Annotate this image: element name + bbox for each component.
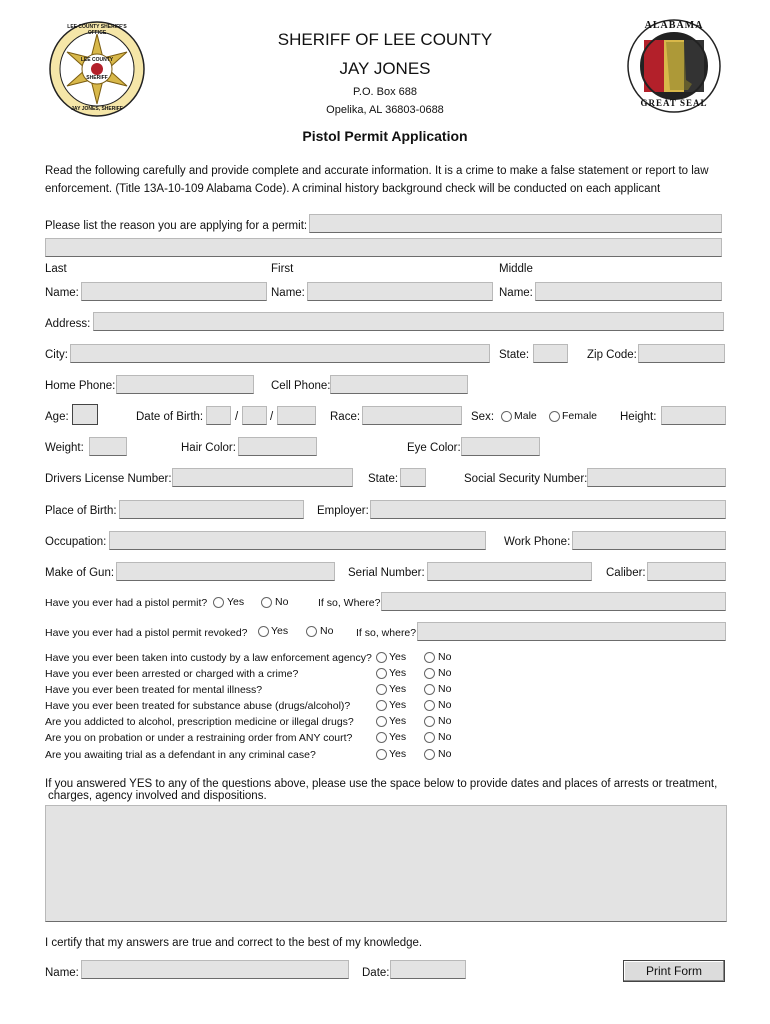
sex-label: Sex: [471,411,495,423]
dob-slash-1: / [235,411,239,423]
question-mental-illness: Have you ever been treated for mental illness? [45,684,263,696]
probation-no-radio[interactable] [424,732,435,743]
substance-abuse-no-label: No [438,699,452,711]
explain-line-2: charges, agency involved and dispositions. [48,790,267,802]
arrested-yes-label: Yes [389,667,407,679]
serial-number-label: Serial Number: [348,567,425,579]
question-custody: Have you ever been taken into custody by a law enforcement agency? [45,652,372,664]
mental-illness-no-radio[interactable] [424,684,435,695]
awaiting-trial-no-radio[interactable] [424,749,435,760]
ssn-input[interactable] [587,468,726,487]
dob-year-input[interactable] [277,406,316,425]
reason-input-2[interactable] [45,238,722,257]
middle-heading: Middle [499,263,533,275]
pob-label: Place of Birth: [45,505,117,517]
had-permit-no-radio[interactable] [261,597,272,608]
state-label: State: [499,349,530,361]
permit-revoked-no-radio[interactable] [306,626,317,637]
header-po-box: P.O. Box 688 [352,86,417,98]
question-probation: Are you on probation or under a restraining order from ANY court? [45,732,353,744]
first-name-input[interactable] [307,282,493,301]
awaiting-trial-yes-label: Yes [389,748,407,760]
sex-male-label: Male [514,410,537,422]
arrested-no-label: No [438,667,452,679]
arrested-yes-radio[interactable] [376,668,387,679]
date-label: Date: [362,967,390,979]
intro-line-2: enforcement. (Title 13A-10-109 Alabama Code). A criminal history background check will be conducted on each applicant [45,183,661,195]
dl-input[interactable] [172,468,353,487]
make-of-gun-label: Make of Gun: [45,567,115,579]
dl-state-input[interactable] [400,468,426,487]
eye-color-label: Eye Color: [407,442,461,454]
addicted-yes-radio[interactable] [376,716,387,727]
signature-name-input[interactable] [81,960,349,979]
hair-color-input[interactable] [238,437,317,456]
cell-phone-input[interactable] [330,375,468,394]
permit-revoked-no-label: No [320,625,334,637]
age-label: Age: [45,411,69,423]
explanation-textarea[interactable] [45,805,727,922]
age-input[interactable] [72,404,98,425]
form-title: Pistol Permit Application [302,128,468,144]
caliber-label: Caliber: [606,567,646,579]
zip-label: Zip Code: [587,349,637,361]
weight-label: Weight: [45,442,84,454]
header-city-line: Opelika, AL 36803-0688 [326,104,444,116]
sex-female-label: Female [562,410,598,422]
race-label: Race: [330,411,361,423]
badge-center-top-text: LEE COUNTY [80,57,114,63]
had-permit-no-label: No [275,596,289,608]
first-heading: First [271,263,294,275]
serial-number-input[interactable] [427,562,592,581]
addicted-no-radio[interactable] [424,716,435,727]
awaiting-trial-yes-radio[interactable] [376,749,387,760]
last-heading: Last [45,263,67,275]
had-permit-where-label: If so, Where? [318,597,381,609]
first-name-label: Name: [271,287,305,299]
question-substance-abuse: Have you ever been treated for substance abuse (drugs/alcohol)? [45,700,351,712]
occupation-input[interactable] [109,531,486,550]
middle-name-label: Name: [499,287,533,299]
make-of-gun-input[interactable] [116,562,335,581]
cell-phone-label: Cell Phone: [271,380,331,392]
had-permit-where-input[interactable] [381,592,726,611]
custody-no-radio[interactable] [424,652,435,663]
dob-label: Date of Birth: [136,411,204,423]
badge-bottom-text: JAY JONES, SHERIFF [71,106,123,112]
probation-yes-label: Yes [389,731,407,743]
print-form-button[interactable]: Print Form [623,960,725,982]
zip-input[interactable] [638,344,725,363]
home-phone-input[interactable] [116,375,254,394]
ssn-label: Social Security Number: [464,473,588,485]
last-name-label: Name: [45,287,79,299]
caliber-input[interactable] [647,562,726,581]
badge-center-mid-text: SHERIFF [86,75,108,81]
intro-line-1: Read the following carefully and provide complete and accurate information. It is a crime to make a false statement or report to law [45,165,709,177]
substance-abuse-no-radio[interactable] [424,700,435,711]
substance-abuse-yes-label: Yes [389,699,407,711]
alabama-great-seal [626,18,722,114]
had-permit-yes-label: Yes [227,596,245,608]
city-input[interactable] [70,344,490,363]
employer-label: Employer: [317,505,369,517]
sheriff-badge-logo [48,20,146,118]
dob-slash-2: / [270,411,274,423]
occupation-label: Occupation: [45,536,107,548]
height-label: Height: [620,411,657,423]
had-permit-yes-radio[interactable] [213,597,224,608]
dob-month-input[interactable] [206,406,231,425]
permit-revoked-where-label: If so, where? [356,627,417,639]
address-input[interactable] [93,312,724,331]
probation-no-label: No [438,731,452,743]
height-input[interactable] [661,406,726,425]
reason-label: Please list the reason you are applying for a permit: [45,220,308,232]
sex-female-radio[interactable] [549,411,560,422]
date-input[interactable] [390,960,466,979]
hair-color-label: Hair Color: [181,442,236,454]
addicted-yes-label: Yes [389,715,407,727]
dl-label: Drivers License Number: [45,473,172,485]
question-awaiting-trial: Are you awaiting trial as a defendant in any criminal case? [45,749,316,761]
permit-revoked-where-input[interactable] [417,622,726,641]
question-arrested: Have you ever been arrested or charged with a crime? [45,668,299,680]
work-phone-label: Work Phone: [504,536,571,548]
permit-revoked-yes-label: Yes [271,625,289,637]
mental-illness-yes-label: Yes [389,683,407,695]
custody-no-label: No [438,651,452,663]
sex-male-radio[interactable] [501,411,512,422]
custody-yes-radio[interactable] [376,652,387,663]
dl-state-label: State: [368,473,399,485]
pob-input[interactable] [119,500,304,519]
last-name-input[interactable] [81,282,267,301]
race-input[interactable] [362,406,462,425]
employer-input[interactable] [370,500,726,519]
home-phone-label: Home Phone: [45,380,116,392]
certify-statement: I certify that my answers are true and correct to the best of my knowledge. [45,937,423,949]
mental-illness-yes-radio[interactable] [376,684,387,695]
signature-name-label: Name: [45,967,79,979]
addicted-no-label: No [438,715,452,727]
weight-input[interactable] [89,437,127,456]
dob-day-input[interactable] [242,406,267,425]
explain-line-1: If you answered YES to any of the questions above, please use the space below to provide dates and places of arrests or treatment, [45,778,718,790]
work-phone-input[interactable] [572,531,726,550]
city-label: City: [45,349,68,361]
eye-color-input[interactable] [461,437,540,456]
substance-abuse-yes-radio[interactable] [376,700,387,711]
permit-revoked-yes-radio[interactable] [258,626,269,637]
reason-input-1[interactable] [309,214,722,233]
badge-top-text: LEE COUNTY SHERIFF'S OFFICE [67,24,127,36]
awaiting-trial-no-label: No [438,748,452,760]
permit-revoked-question: Have you ever had a pistol permit revoked? [45,627,248,639]
header-title: SHERIFF OF LEE COUNTY [277,30,493,49]
middle-name-input[interactable] [535,282,722,301]
mental-illness-no-label: No [438,683,452,695]
header-sheriff-name: JAY JONES [339,59,431,78]
question-addicted: Are you addicted to alcohol, prescription medicine or illegal drugs? [45,716,354,728]
state-input[interactable] [533,344,568,363]
seal-top-text: ALABAMA [644,20,704,31]
custody-yes-label: Yes [389,651,407,663]
arrested-no-radio[interactable] [424,668,435,679]
seal-bottom-text: GREAT SEAL [640,98,708,108]
address-label: Address: [45,318,91,330]
probation-yes-radio[interactable] [376,732,387,743]
had-permit-question: Have you ever had a pistol permit? [45,597,208,609]
